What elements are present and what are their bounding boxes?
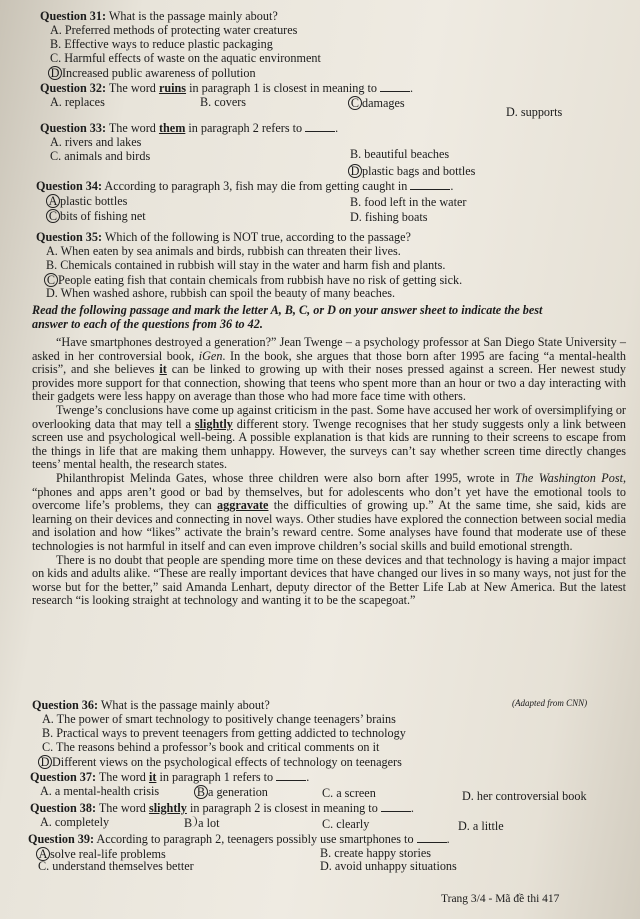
option-39-c: C. understand themselves better — [38, 859, 194, 873]
option-32-b: B. covers — [200, 95, 247, 109]
question-34: Question 34: According to paragraph 3, fish may die from getting caught in . — [36, 179, 454, 193]
option-37-b: B a generation — [196, 785, 268, 800]
option-32-d: D. supports — [506, 105, 563, 119]
target-word: ruins — [158, 81, 187, 95]
question-35: Question 35: Which of the following is NOT true, according to the passage? — [36, 230, 411, 244]
page-footer: Trang 3/4 - Mã đề thi 417 — [441, 893, 560, 905]
option-34-b: B. food left in the water — [350, 195, 467, 209]
option-34-c: C bits of fishing net — [48, 209, 146, 224]
option-33-d: D plastic bags and bottles — [350, 164, 475, 179]
option-31-c: C. Harmful effects of waste on the aquatic environment — [50, 51, 321, 65]
option-35-c: C People eating fish that contain chemicals from rubbish have no risk of getting sick. — [46, 273, 462, 288]
answer-circle: C — [46, 209, 60, 223]
instruction-line-2: answer to each of the questions from 36 to 42. — [32, 317, 263, 331]
option-39-d: D. avoid unhappy situations — [320, 859, 457, 873]
question-label: Question 31: — [40, 9, 107, 23]
option-34-d: D. fishing boats — [350, 210, 428, 224]
answer-circle: C — [44, 273, 58, 287]
option-33-b: B. beautiful beaches — [350, 147, 450, 161]
question-32: Question 32: The word ruins in paragraph 1 is closest in meaning to . — [40, 81, 414, 95]
option-31-a: A. Preferred methods of protecting water creatures — [50, 23, 298, 37]
option-39-a: A solve real-life problems — [38, 847, 166, 862]
option-36-c: C. The reasons behind a professor’s book and critical comments on it — [42, 740, 380, 754]
option-32-c: C damages — [350, 96, 405, 111]
option-36-b: B. Practical ways to prevent teenagers from getting addicted to technology — [42, 726, 406, 740]
option-38-b: B a lot — [184, 816, 220, 830]
answer-circle: D — [48, 66, 62, 80]
paragraph-4: There is no doubt that people are spending more time on these devices and that technology is having a major impact on kids and adults alike. “These are really important devices that have changed our lives in so many ways, not just for the worse but for the better,” said Amanda Lenhart, deputy director of the Better Life Lab at New America. But the latest research “is looking straight at technology and wanting it to be the scapegoat.” — [32, 552, 626, 608]
option-38-d: D. a little — [458, 819, 504, 833]
option-33-c: C. animals and birds — [50, 149, 151, 163]
option-35-a: A. When eaten by sea animals and birds, rubbish can threaten their lives. — [46, 244, 401, 258]
reading-passage — [32, 336, 626, 608]
answer-circle: D — [38, 755, 52, 769]
option-36-a: A. The power of smart technology to positively change teenagers’ brains — [42, 712, 396, 726]
target-word: them — [158, 121, 186, 135]
target-word: it — [148, 770, 157, 784]
option-37-d: D. her controversial book — [462, 789, 587, 803]
paragraph-2: Twenge’s conclusions have come up against criticism in the past. Some have accused her work of oversimplifying or overlooking data that may tell a slightly different story. Twenge recognises that her study suggests only a link between screen use and psychological well-being. A possible explanation is that kids are running to their screens to escape from the things in life that are making them unhappy. However, the surveys can’t say whether screen time directly changes teens’ mental health, the research states. — [32, 402, 627, 472]
question-36: Question 36: What is the passage mainly about? — [32, 698, 270, 712]
answer-circle: C — [348, 96, 362, 110]
option-34-a: A plastic bottles — [48, 194, 127, 209]
option-39-b: B. create happy stories — [320, 846, 432, 860]
instruction-line-1: Read the following passage and mark the letter A, B, C, or D on your answer sheet to indicate the best — [32, 303, 543, 317]
answer-circle: A — [46, 194, 60, 208]
paragraph-1: “Have smartphones destroyed a generation?” Jean Twenge – a psychology professor at San Diego State University – asked in her controversial book, iGen. In the book, she argues that those born after 1995 are facing “a mental-health crisis”, and she believes it can be linked to growing up with their noses pressed against a screen. Her newest study provides more support for that connection, showing that teens who spent more than an hour or two a day interacting with their gadgets were less happy on average than those who had more face time with others. — [32, 335, 626, 404]
option-36-d: D Different views on the psychological effects of technology on teenagers — [40, 755, 402, 770]
answer-circle: D — [348, 164, 362, 178]
question-38: Question 38: The word slightly in paragraph 2 is closest in meaning to . — [30, 801, 414, 815]
option-31-d: D Increased public awareness of pollution — [50, 66, 256, 81]
answer-circle: B — [194, 785, 208, 799]
source-note: (Adapted from CNN) — [512, 698, 588, 708]
option-32-a: A. replaces — [50, 95, 105, 109]
option-38-c: C. clearly — [322, 817, 370, 831]
option-38-a: A. completely — [40, 815, 110, 829]
question-39: Question 39: According to paragraph 2, teenagers possibly use smartphones to . — [28, 832, 450, 846]
option-37-c: C. a screen — [322, 786, 376, 800]
question-33: Question 33: The word them in paragraph 2 refers to . — [40, 121, 339, 135]
option-33-a: A. rivers and lakes — [50, 135, 142, 149]
option-37-a: A. a mental-health crisis — [40, 784, 160, 798]
question-31 — [40, 10, 278, 24]
option-35-d: D. When washed ashore, rubbish can spoil the beauty of many beaches. — [46, 286, 396, 300]
option-35-b: B. Chemicals contained in rubbish will stay in the water and harm fish and plants. — [46, 258, 446, 272]
question-37: Question 37: The word it in paragraph 1 refers to . — [30, 770, 310, 784]
answer-circle: A — [36, 847, 50, 861]
option-31-b: B. Effective ways to reduce plastic packaging — [50, 37, 273, 51]
target-word: slightly — [148, 801, 187, 815]
question-stem: What is the passage mainly about? — [108, 9, 278, 23]
paragraph-3: Philanthropist Melinda Gates, whose three children were also born after 1995, wrote in The Washington Post, “phones and apps aren’t good or bad by themselves, but for adolescents who don’t yet have the emotional tools to overcome life’s problems, they can aggravate the difficulties of growing up.” At the same time, she said, kids are learning on their devices and connecting in novel ways. Other studies have explored the connection between social media and isolation and how “likes” activate the brain’s reward centre. Some analyses have found that moderate use of these technologies is not harmful in itself and can even improve children’s social skills and build emotional strength. — [32, 470, 627, 553]
